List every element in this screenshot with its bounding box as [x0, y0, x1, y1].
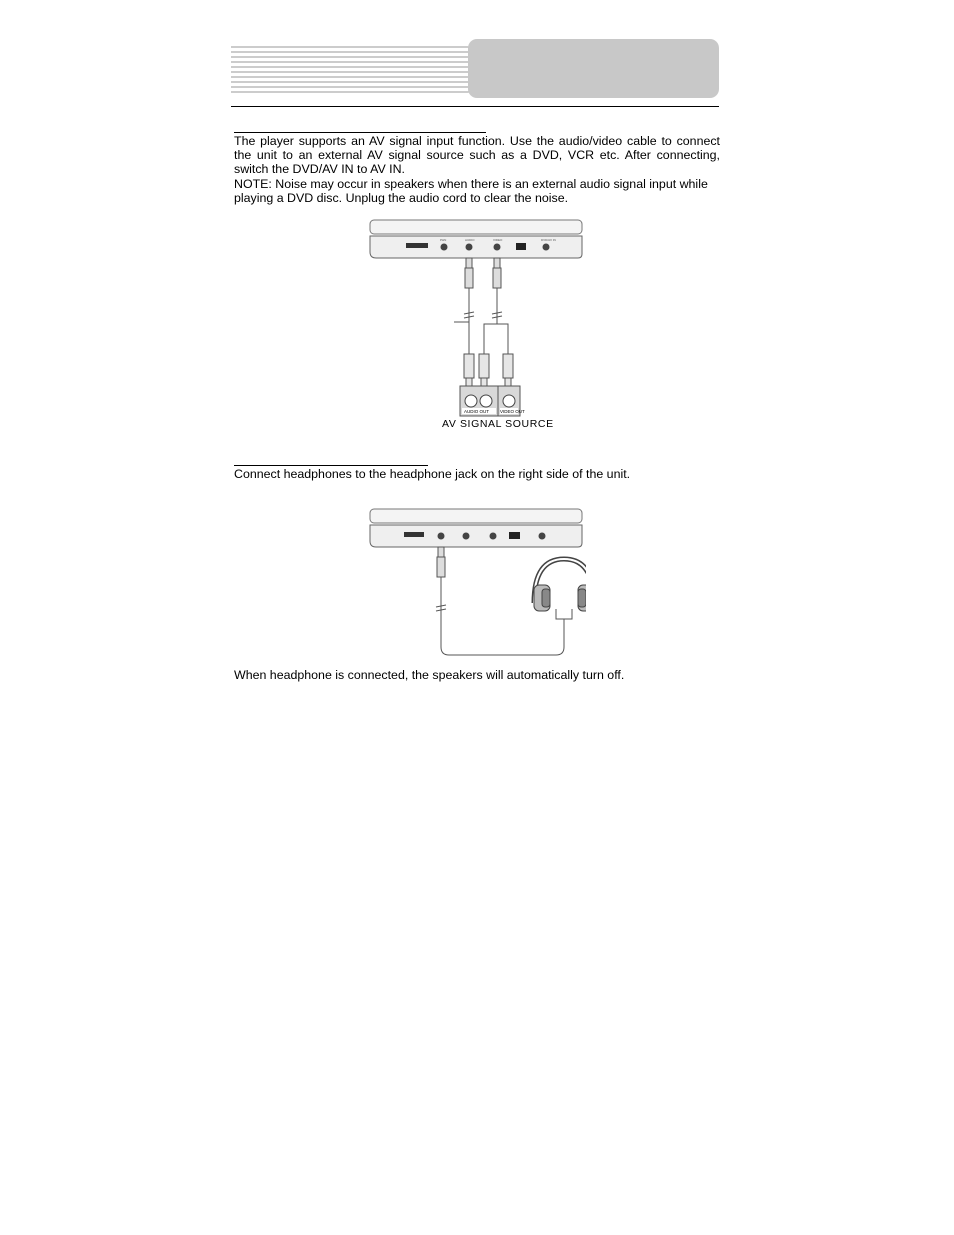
section-rule-headphones [234, 465, 428, 466]
section-rule-av-in [234, 132, 486, 133]
av-signal-source-caption: AV SIGNAL SOURCE [442, 418, 554, 430]
player-side-panel-icon [370, 220, 582, 258]
svg-text:DVD/AV IN: DVD/AV IN [541, 238, 556, 242]
svg-text:VIDEO: VIDEO [493, 238, 503, 242]
headphone-connection-diagram [366, 507, 586, 662]
av-in-paragraph: The player supports an AV signal input function. Use the audio/video cable to connect the unit to an external AV signal source such as a DVD, VCR etc. After connecting, switch the DVD/AV IN to AV IN. [234, 134, 720, 177]
headphones-paragraph: Connect headphones to the headphone jack on the right side of the unit. [234, 467, 631, 481]
header-stripes [231, 46, 471, 96]
svg-text:PHN: PHN [440, 238, 447, 242]
header-rule [231, 106, 719, 107]
svg-text:AUDIO: AUDIO [465, 238, 475, 242]
av-in-note: NOTE: Noise may occur in speakers when there is an external audio signal input while playing a DVD disc. Unplug the audio cord to clear the noise. [234, 177, 708, 206]
headphones-icon [534, 559, 586, 611]
player-side-panel-icon [370, 509, 582, 547]
header-tab [468, 39, 719, 98]
headphones-footer-note: When headphone is connected, the speakers will automatically turn off. [234, 668, 625, 682]
video-out-label: VIDEO OUT [500, 409, 525, 414]
av-connection-diagram [366, 218, 586, 433]
audio-out-label: AUDIO OUT [464, 409, 490, 414]
